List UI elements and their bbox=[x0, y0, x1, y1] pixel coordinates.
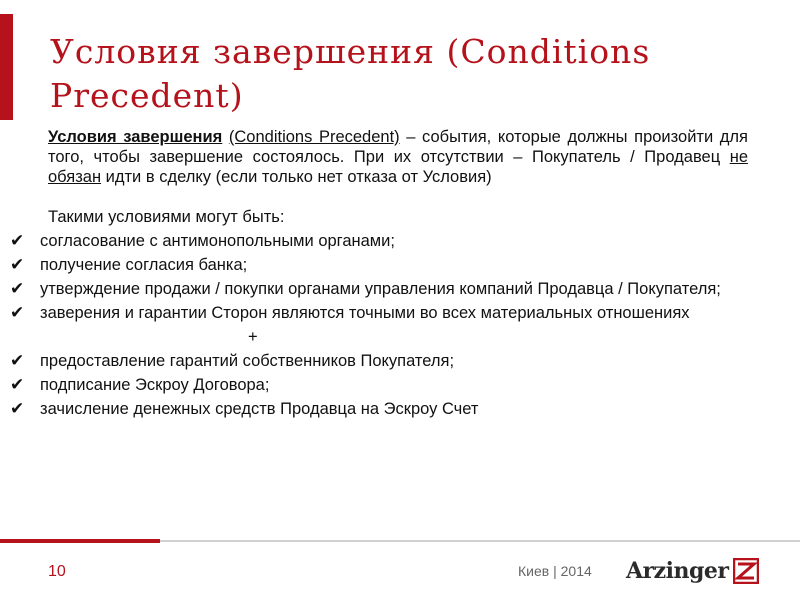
intro-text-1: – события, которые должны произойти для того, чтобы завершение состоялось. При их отсутствии – Покупатель / Продавец bbox=[48, 128, 748, 166]
list-item bbox=[10, 351, 748, 371]
list-item bbox=[10, 399, 748, 419]
page-number: 10 bbox=[48, 563, 66, 580]
intro-term: Условия завершения bbox=[48, 128, 223, 146]
list-item bbox=[10, 255, 748, 275]
intro-term-english: (Conditions Precedent) bbox=[228, 128, 400, 146]
arzinger-logo-mark-icon bbox=[733, 558, 759, 584]
title-accent-bar bbox=[0, 14, 13, 120]
company-logo bbox=[626, 556, 759, 586]
conditions-list bbox=[10, 231, 748, 323]
check-icon: ✔ bbox=[10, 255, 25, 274]
slide-title: Условия завершения (Conditions Precedent) bbox=[50, 32, 651, 115]
list-item-text: утверждение продажи / покупки органами управления компаний Продавца / Покупателя; bbox=[40, 280, 721, 298]
check-icon: ✔ bbox=[10, 399, 25, 418]
intro-text-2: идти в сделку (если только нет отказа от Условия) bbox=[101, 168, 492, 186]
list-item-text: подписание Эскроу Договора; bbox=[40, 376, 270, 394]
intro-emphasis: не обязан bbox=[48, 148, 748, 186]
check-icon: ✔ bbox=[10, 303, 25, 322]
list-item bbox=[10, 231, 748, 251]
intro-paragraph bbox=[48, 127, 748, 187]
check-icon: ✔ bbox=[10, 279, 25, 298]
list-item-text: зачисление денежных средств Продавца на Эскроу Счет bbox=[40, 400, 479, 418]
list-item bbox=[10, 279, 748, 299]
list-lead: Такими условиями могут быть: bbox=[48, 208, 285, 226]
list-item-text: согласование с антимонопольными органами; bbox=[40, 232, 395, 250]
list-item bbox=[10, 303, 748, 323]
list-item-text: получение согласия банка; bbox=[40, 256, 248, 274]
plus-separator: + bbox=[248, 328, 258, 346]
footer-accent-line bbox=[0, 539, 160, 543]
check-icon: ✔ bbox=[10, 351, 25, 370]
check-icon: ✔ bbox=[10, 375, 25, 394]
list-item-text: заверения и гарантии Сторон являются точными во всех материальных отношениях bbox=[40, 304, 690, 322]
list-item-text: предоставление гарантий собственников Покупателя; bbox=[40, 352, 455, 370]
list-item bbox=[10, 375, 748, 395]
check-icon: ✔ bbox=[10, 231, 25, 250]
footer-city-year: Киев | 2014 bbox=[518, 563, 592, 579]
conditions-list-additional bbox=[10, 351, 748, 419]
logo-text: Arzinger bbox=[626, 558, 729, 584]
slide-body bbox=[10, 127, 748, 419]
